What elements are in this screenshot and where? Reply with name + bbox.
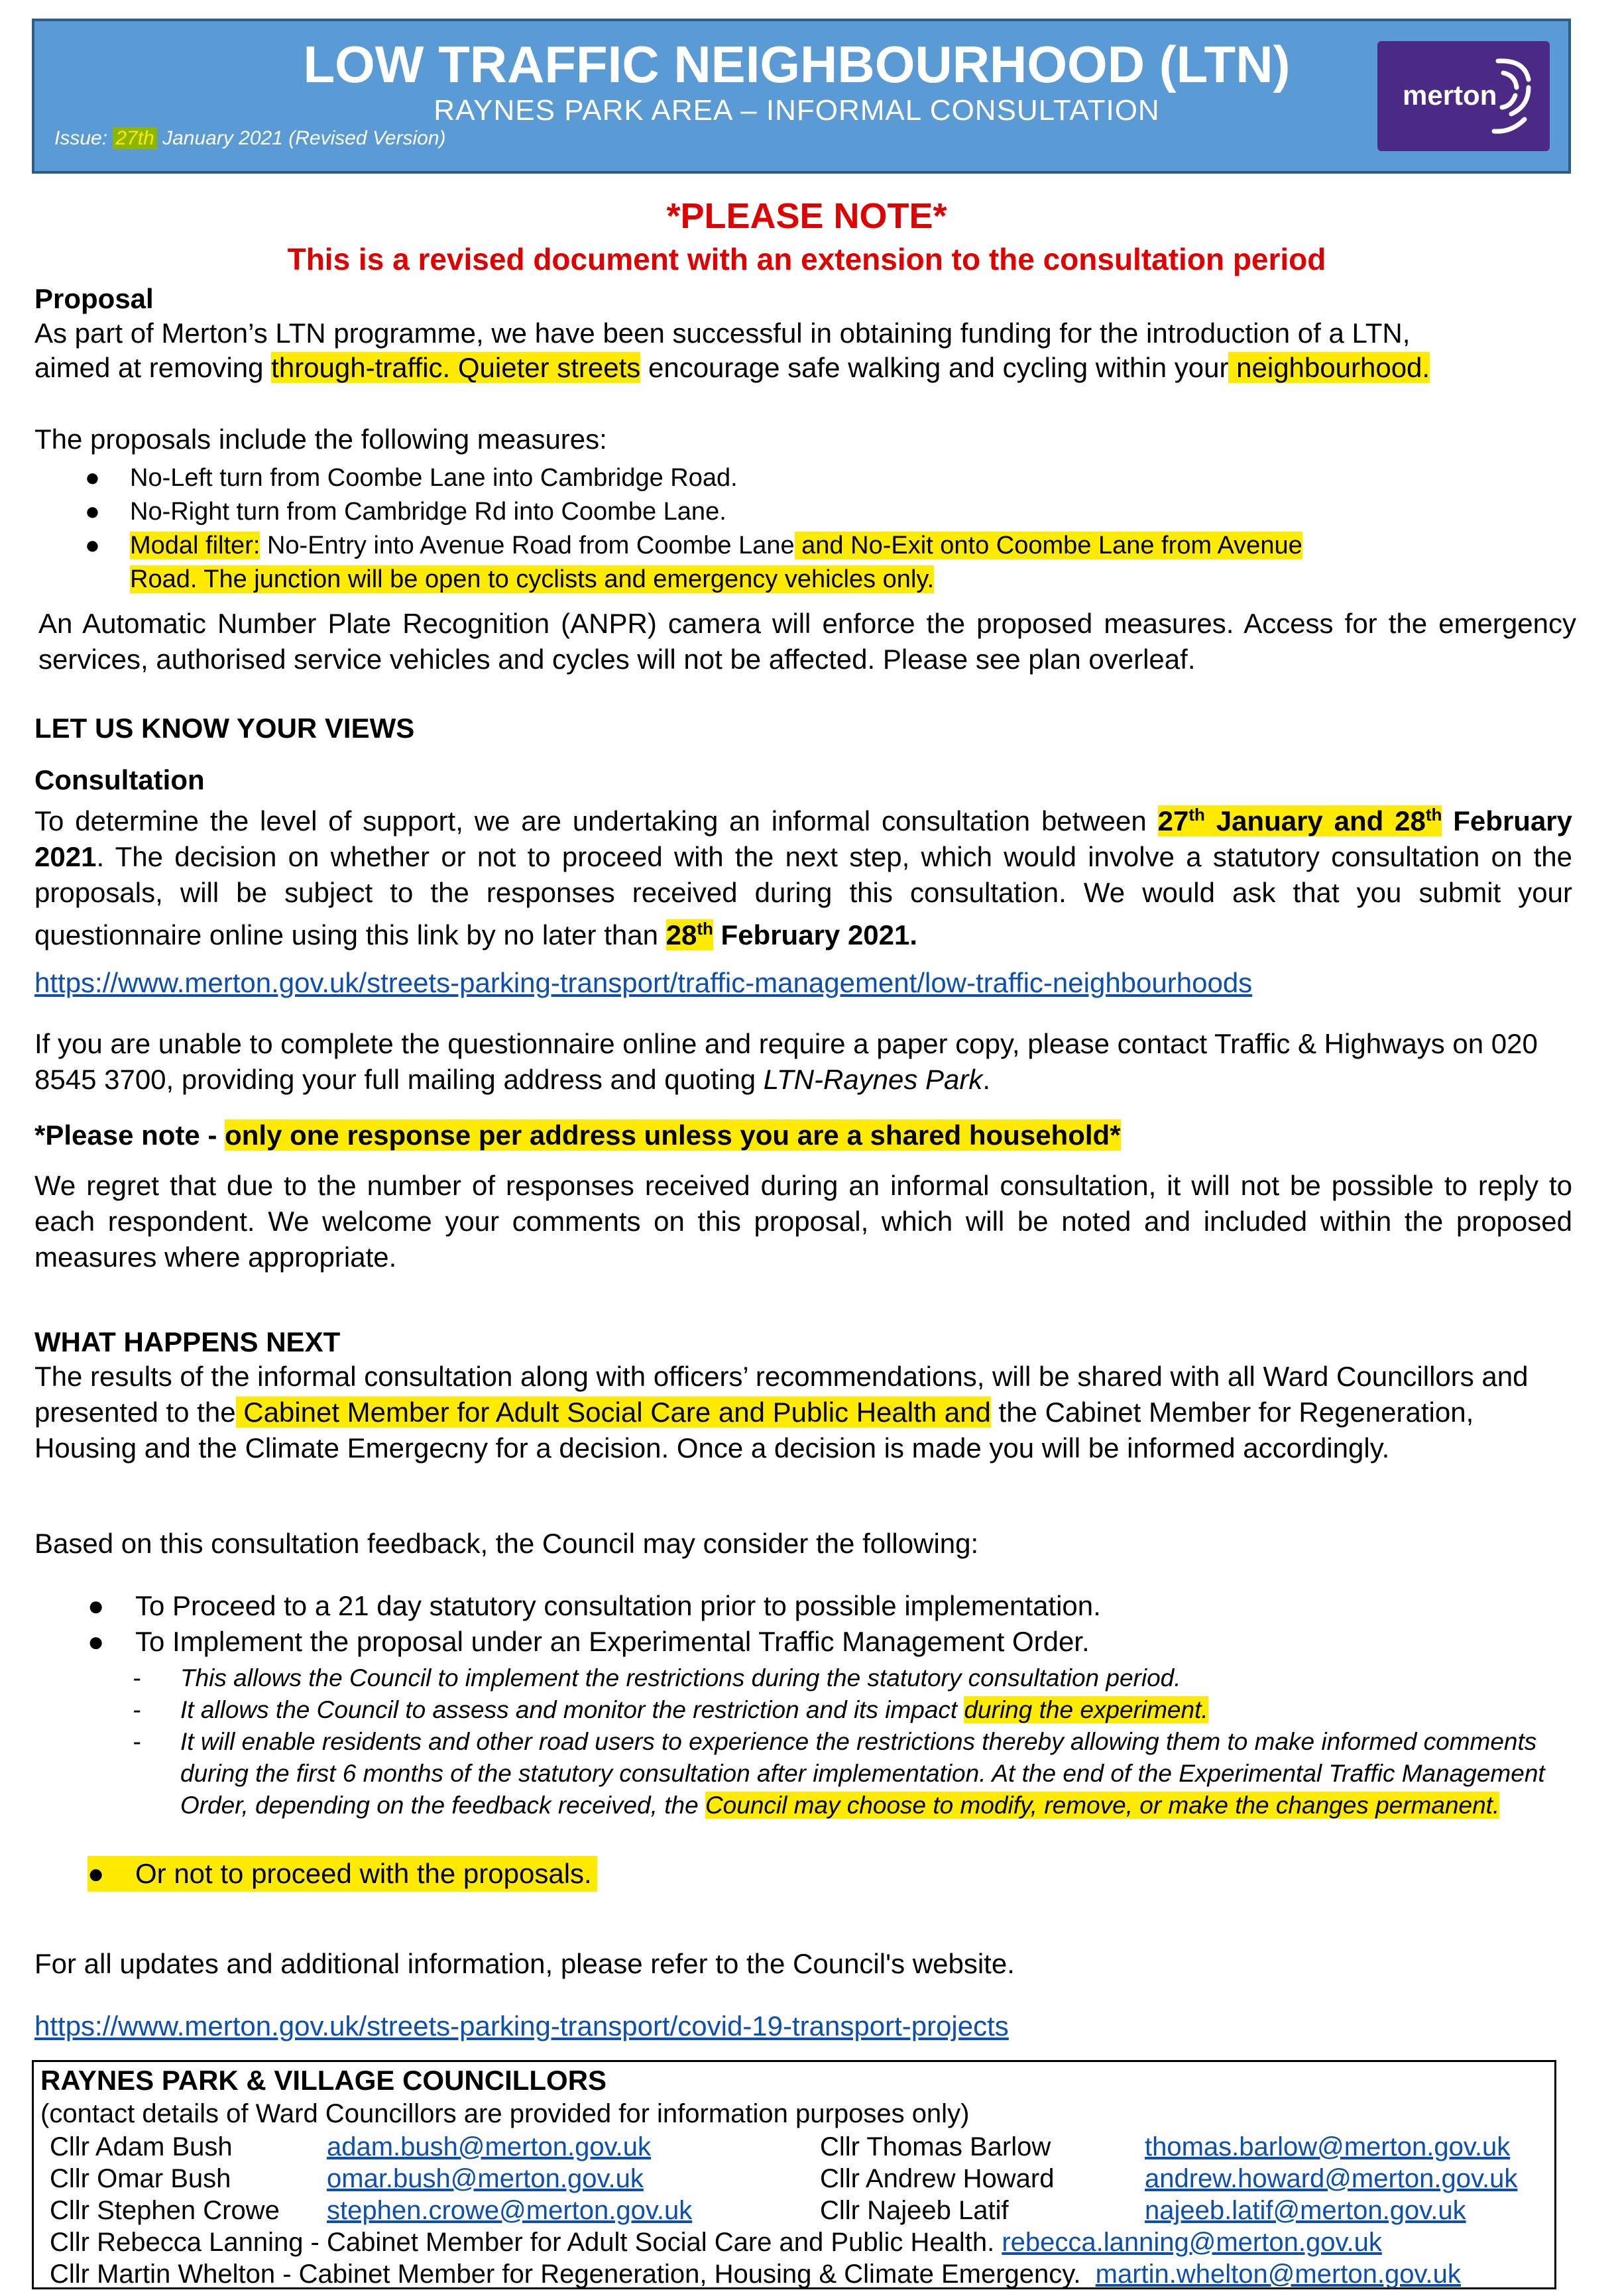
date-end-suffix: th (1425, 805, 1442, 825)
website-link[interactable] (34, 2008, 1579, 2044)
regret-paragraph: We regret that due to the number of responses received during an informal consultation, it will not be possible to reply to each respondent. We welcome your comments on this proposal, which will be noted and included within the proposed measures where appropriate. (34, 1170, 1572, 1273)
councillor-name: Cllr Andrew Howard (820, 2164, 1055, 2193)
page-title: LOW TRAFFIC NEIGHBOURHOOD (LTN) (303, 35, 1291, 93)
paper-copy-text: If you are unable to complete the questionnaire online and require a paper copy, please contact Traffic & Highways on 020 8545 3700, providing your full mailing address and quoting (34, 1028, 1538, 1095)
issue-prefix: Issue: (54, 127, 113, 149)
proposal-highlight-1: through-traffic. Quieter streets (271, 352, 641, 383)
measure-3-highlight-2: Road. The junction will be open to cyclists and emergency vehicles only. (130, 565, 935, 593)
councillors-heading: RAYNES PARK & VILLAGE COUNCILLORS (40, 2065, 607, 2096)
next-text: The results of the informal consultation along with officers’ recommendations, will be shared with all Ward Councillors and presented to the (34, 1361, 1529, 1428)
councillor-email[interactable]: omar.bush@merton.gov.uk (327, 2164, 644, 2193)
deadline-day: 28 (665, 919, 697, 950)
option-item (87, 1856, 1572, 1892)
bullet-icon: ● (87, 1626, 105, 1657)
proposal-text-2: encourage safe walking and cycling within your (640, 352, 1229, 383)
list-item (85, 563, 1618, 597)
councillor-email[interactable]: stephen.crowe@merton.gov.uk (327, 2196, 693, 2225)
option-3-highlight (87, 1856, 597, 1892)
list-item (133, 1726, 1566, 1821)
consultation-text-2: . The decision on whether or not to proceed with the next step, which would involve a statutory consultation on the proposals, will be subject to the responses received during this consultation. We would ask that you submit your questionnaire online using this link by no later than (34, 841, 1572, 950)
proposal-highlight-2: neighbourhood. (1228, 352, 1430, 383)
measures-intro: The proposals include the following measures: (34, 424, 607, 455)
cabinet-member-1-email[interactable]: rebecca.lanning@merton.gov.uk (1002, 2228, 1382, 2257)
response-note (34, 1118, 1579, 1153)
councillor-email[interactable]: andrew.howard@merton.gov.uk (1145, 2164, 1518, 2193)
measure-3: No-Entry into Avenue Road from Coombe Lane (260, 532, 795, 559)
measure-1: No-Left turn from Coombe Lane into Cambridge Road. (130, 464, 738, 492)
option-item (87, 1624, 1572, 1660)
website-url[interactable]: https://www.merton.gov.uk/streets-parking-transport/covid-19-transport-projects (34, 2010, 1009, 2041)
paper-copy-end: . (982, 1064, 991, 1095)
next-text-2: the Cabinet Member for Regeneration, Housing and the Climate Emergecny for a decision. Once a decision is made you will be informed accordingly. (34, 1397, 1474, 1464)
option-3: Or not to proceed with the proposals. (135, 1858, 592, 1889)
dash-icon: - (133, 1728, 141, 1755)
note-prefix: *Please note - (34, 1119, 225, 1151)
cabinet-member-2 (50, 2260, 1461, 2289)
councillor-name: Cllr Stephen Crowe (50, 2196, 280, 2225)
councillor-email[interactable]: adam.bush@merton.gov.uk (327, 2132, 652, 2161)
date-start-day: 27 (1157, 805, 1189, 836)
modal-filter-label: Modal filter: (130, 532, 260, 559)
consultation-heading: Consultation (34, 764, 205, 795)
list-item (133, 1662, 1571, 1694)
consultation-paragraph (34, 797, 1572, 953)
consultation-link[interactable] (34, 965, 1579, 1001)
paper-copy-paragraph (34, 1026, 1559, 1098)
cabinet-member-2-text: Cllr Martin Whelton - Cabinet Member for Regeneration, Housing & Climate Emergency. (50, 2260, 1081, 2289)
cabinet-member-1-text: Cllr Rebecca Lanning - Cabinet Member for Adult Social Care and Public Health. (50, 2228, 995, 2257)
list-item (85, 529, 1618, 563)
councillor-name: Cllr Adam Bush (50, 2132, 233, 2161)
options-intro: Based on this consultation feedback, the Council may consider the following: (34, 1528, 979, 1559)
option-2: To Implement the proposal under an Experimental Traffic Management Order. (135, 1626, 1090, 1657)
option-1: To Proceed to a 21 day statutory consultation prior to possible implementation. (135, 1590, 1101, 1621)
councillor-name: Cllr Najeeb Latif (820, 2196, 1009, 2225)
views-heading: LET US KNOW YOUR VIEWS (34, 713, 415, 744)
sub-option-3: It will enable residents and other road users to experience the restrictions thereby allowing them to make informed comments during the first 6 months of the statutory consultation after implementation. At the end of the Experimental Traffic Management Order, depending on the feedback received, the (180, 1728, 1545, 1819)
logo-text: merton (1403, 80, 1497, 111)
consultation-url[interactable]: https://www.merton.gov.uk/streets-parking-transport/traffic-management/low-traffic-neighbourhoods (34, 967, 1253, 998)
bullet-icon: ● (85, 532, 100, 559)
measure-3-highlight: and No-Exit onto Coombe Lane from Avenue (794, 532, 1302, 559)
bullet-icon: ● (87, 1590, 105, 1621)
sub-option-2-highlight: during the experiment. (964, 1696, 1208, 1723)
sub-option-1: This allows the Council to implement the restrictions during the statutory consultation period. (180, 1664, 1181, 1692)
bullet-icon: ● (85, 498, 100, 526)
next-paragraph (34, 1359, 1559, 1466)
list-item (85, 495, 1618, 529)
swirl-icon (1485, 53, 1538, 139)
deadline-suffix: th (697, 919, 713, 939)
header-banner (32, 19, 1571, 174)
councillors-box (32, 2060, 1556, 2289)
dash-icon: - (133, 1664, 141, 1692)
date-start-suffix: th (1188, 805, 1205, 825)
proposal-text: aimed at removing (34, 352, 272, 383)
councillor-name: Cllr Thomas Barlow (820, 2132, 1051, 2161)
sub-option-3-highlight: Council may choose to modify, remove, or make the changes permanent. (705, 1792, 1500, 1819)
next-highlight: Cabinet Member for Adult Social Care and Public Health and (235, 1397, 991, 1428)
proposal-heading: Proposal (34, 283, 154, 314)
paper-copy-reference: LTN-Raynes Park (763, 1064, 983, 1095)
proposal-line-2 (34, 350, 1579, 386)
consultation-text: To determine the level of support, we are undertaking an informal consultation between (34, 805, 1158, 836)
measures-list (85, 461, 1618, 597)
option-item (87, 1588, 1572, 1624)
proposal-line-1: As part of Merton’s LTN programme, we have been successful in obtaining funding for the introduction of a LTN, (34, 317, 1411, 349)
councillor-email[interactable]: thomas.barlow@merton.gov.uk (1145, 2132, 1511, 2161)
deadline-rest: February 2021. (713, 919, 918, 950)
dash-icon: - (133, 1696, 141, 1723)
bullet-icon: ● (87, 1858, 105, 1889)
issue-day: 27th (113, 127, 156, 149)
councillors-note: (contact details of Ward Councillors are provided for information purposes only) (40, 2099, 970, 2128)
councillor-email[interactable]: najeeb.latif@merton.gov.uk (1145, 2196, 1466, 2225)
page-subtitle: RAYNES PARK AREA – INFORMAL CONSULTATION (433, 94, 1160, 127)
note-highlight: only one response per address unless you are a shared household* (225, 1119, 1121, 1151)
next-heading: WHAT HAPPENS NEXT (34, 1326, 341, 1357)
list-item (133, 1694, 1571, 1726)
cabinet-member-2-email[interactable]: martin.whelton@merton.gov.uk (1095, 2260, 1461, 2289)
list-item (85, 461, 1618, 495)
bullet-icon: ● (85, 464, 100, 492)
deadline-date (666, 919, 713, 950)
date-start-rest: January and 28 (1204, 805, 1426, 836)
consultation-dates (1158, 805, 1442, 836)
merton-logo (1377, 41, 1550, 151)
issue-date (54, 127, 446, 150)
notice-title: *PLEASE NOTE* (666, 196, 947, 236)
measure-2: No-Right turn from Cambridge Rd into Coombe Lane. (130, 498, 726, 526)
date-end: February 2021 (34, 805, 1573, 872)
anpr-paragraph: An Automatic Number Plate Recognition (ANPR) camera will enforce the proposed measures. Access for the emergency services, authorised service vehicles and cycles will not be affected. Please see plan overleaf. (38, 608, 1576, 675)
updates-text: For all updates and additional information, please refer to the Council's website. (34, 1948, 1015, 1979)
issue-suffix: January 2021 (Revised Version) (156, 127, 446, 149)
cabinet-member-1 (50, 2228, 1382, 2258)
sub-option-2: It allows the Council to assess and monitor the restriction and its impact (180, 1696, 964, 1723)
councillor-name: Cllr Omar Bush (50, 2164, 231, 2193)
sub-options (133, 1662, 1571, 1821)
notice-subtitle: This is a revised document with an extension to the consultation period (287, 242, 1326, 276)
